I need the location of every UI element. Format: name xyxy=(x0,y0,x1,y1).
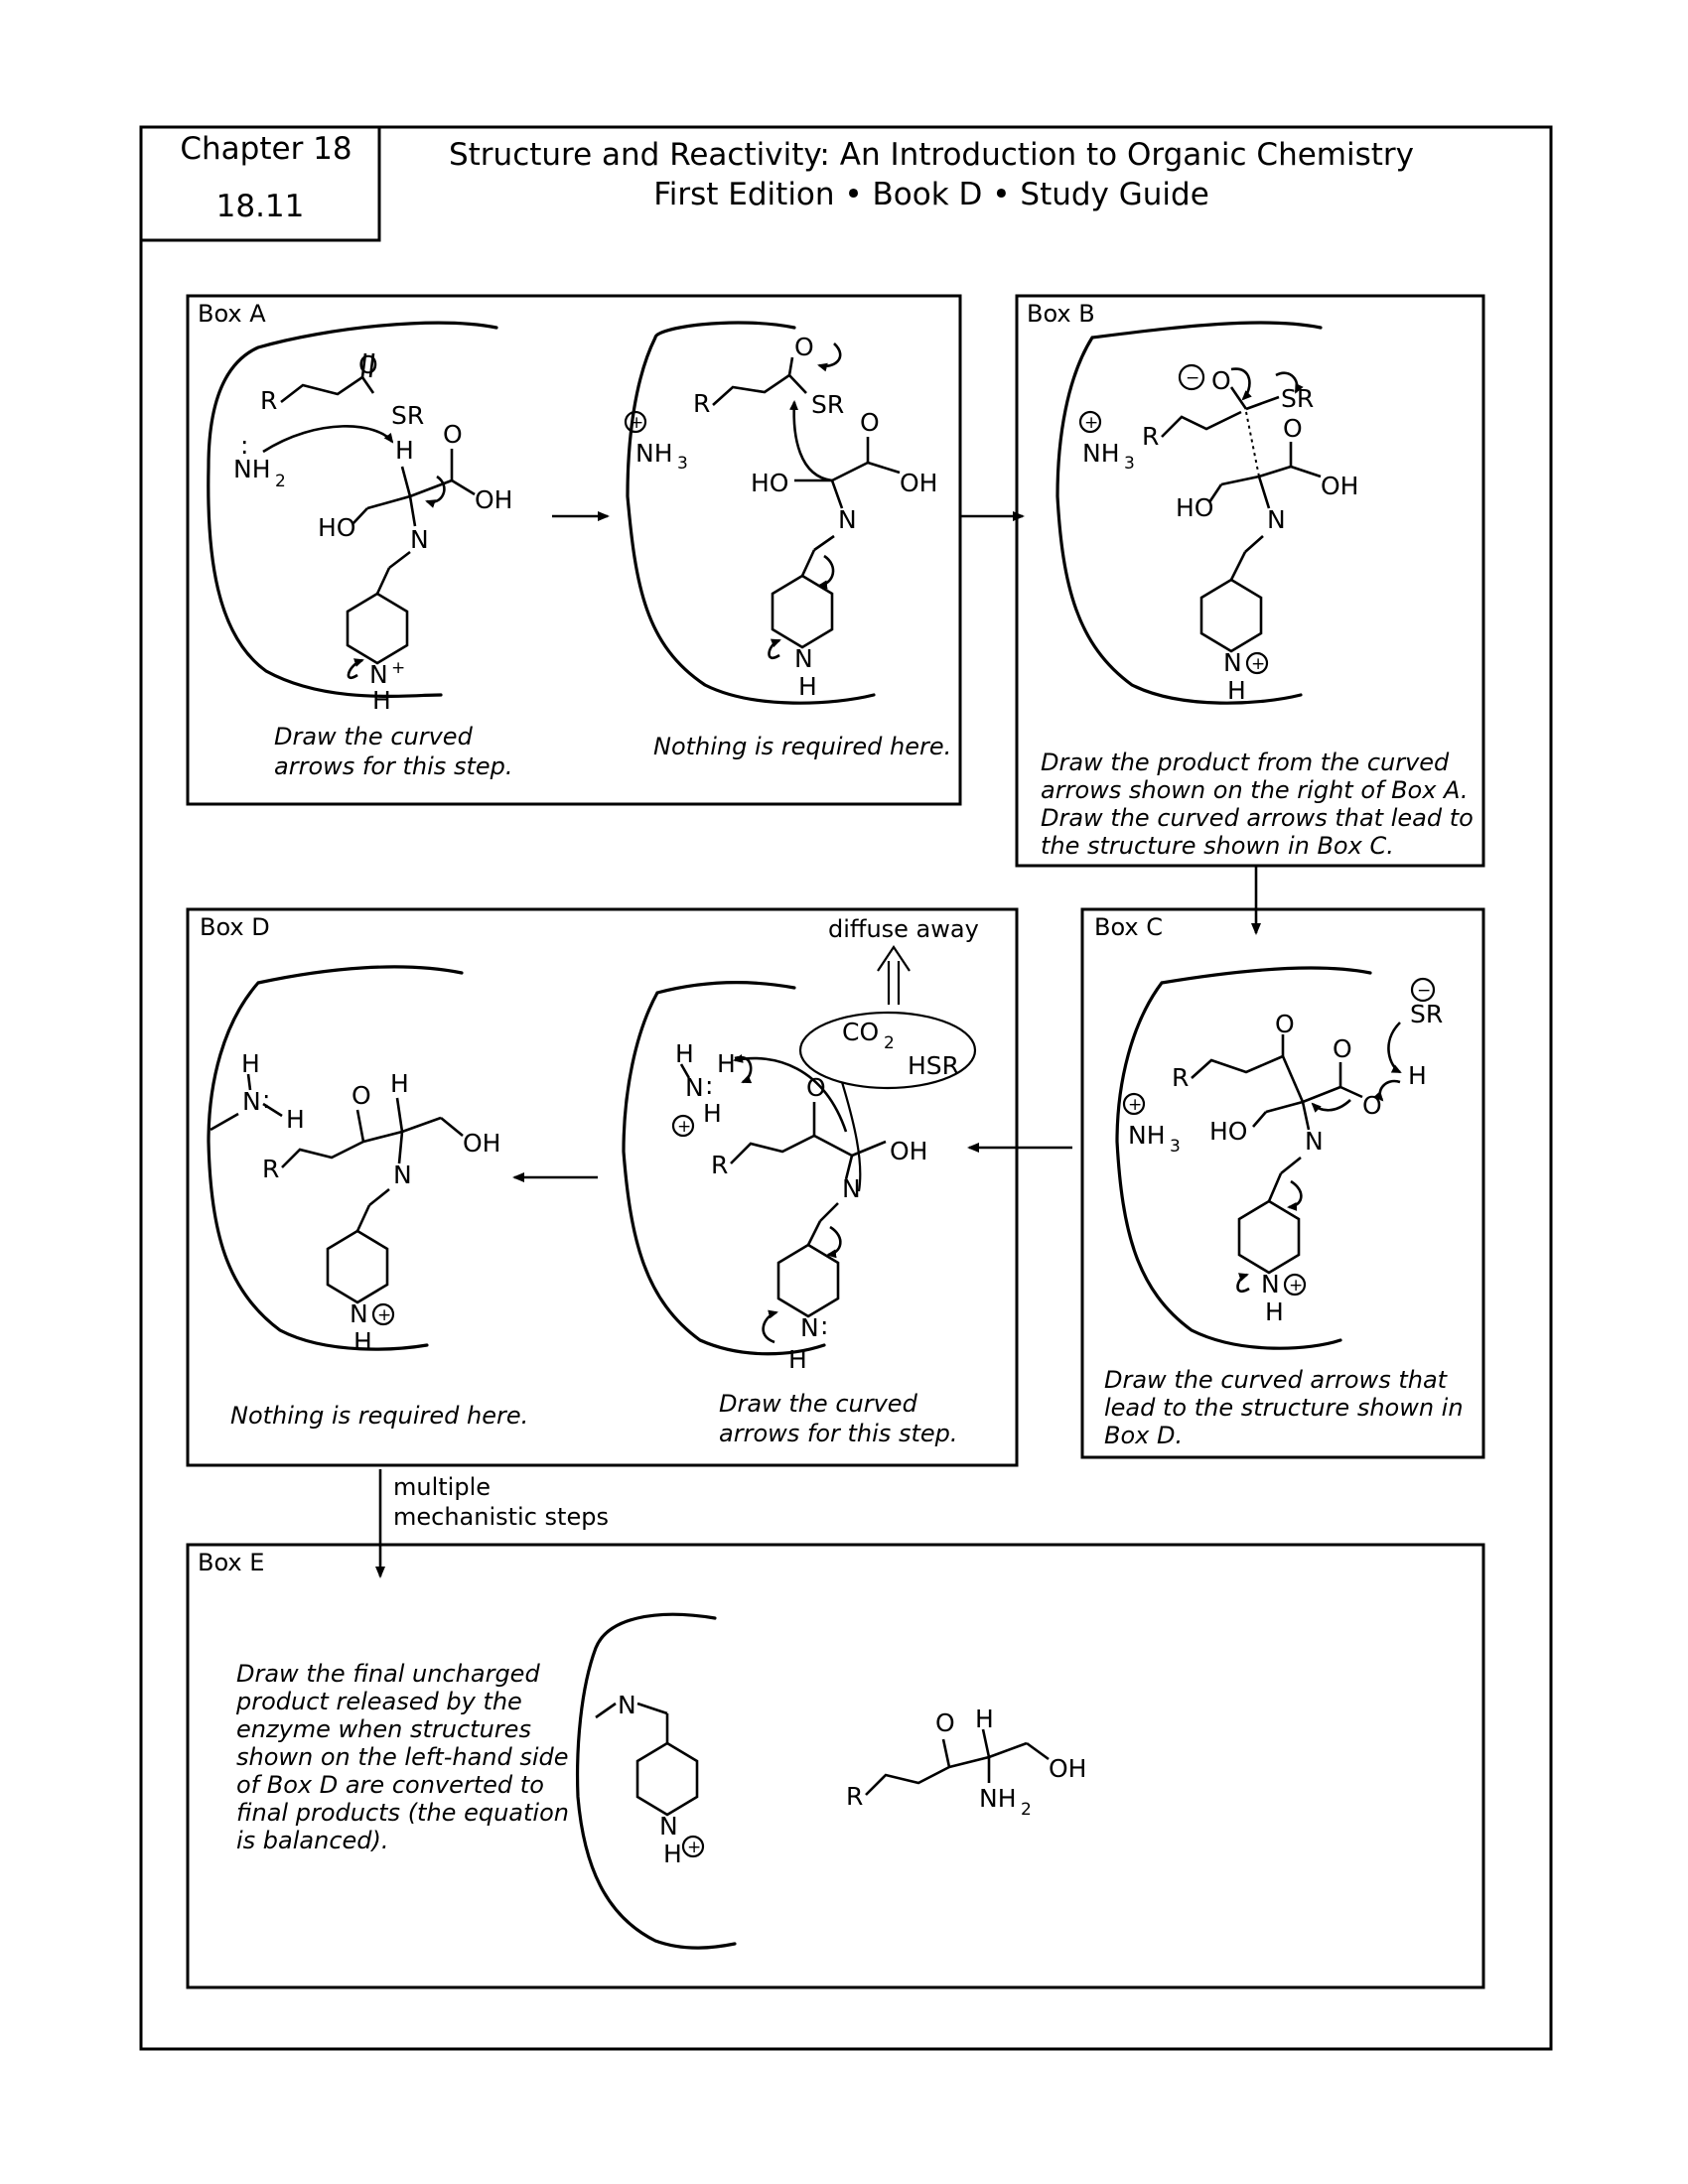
svg-text:N: N xyxy=(410,525,429,554)
svg-text:R: R xyxy=(711,1151,729,1179)
svg-text:N: N xyxy=(350,1299,368,1328)
svg-text:+: + xyxy=(630,413,644,433)
box-d-diffuse-label: diffuse away xyxy=(828,915,979,943)
box-e-caption-6: final products (the equation xyxy=(236,1799,569,1827)
box-b-caption-3: Draw the curved arrows that lead to xyxy=(1041,804,1474,832)
svg-text:O: O xyxy=(935,1708,955,1737)
svg-text:SR: SR xyxy=(811,390,845,419)
svg-text:N: N xyxy=(685,1073,704,1102)
box-e-caption-7: is balanced). xyxy=(236,1827,389,1854)
svg-text:O: O xyxy=(443,420,463,449)
svg-text:SR: SR xyxy=(1281,384,1315,413)
box-c-caption-3: Box D. xyxy=(1104,1422,1184,1449)
svg-text:O: O xyxy=(806,1073,826,1102)
svg-text:O: O xyxy=(1333,1034,1352,1063)
svg-text:O: O xyxy=(1283,414,1303,443)
svg-text:H: H xyxy=(1227,676,1246,705)
box-a-left-caption-1: Draw the curved xyxy=(274,723,473,751)
svg-text:H: H xyxy=(975,1705,994,1733)
svg-text:R: R xyxy=(262,1155,280,1183)
svg-text:H: H xyxy=(241,1049,260,1078)
box-b-caption-4: the structure shown in Box C. xyxy=(1041,832,1394,860)
svg-text:NH: NH xyxy=(1128,1121,1166,1150)
svg-text:R: R xyxy=(260,386,278,415)
svg-text:N: N xyxy=(369,660,388,689)
svg-text:HO: HO xyxy=(751,469,789,497)
guide-subtitle: First Edition • Book D • Study Guide xyxy=(653,177,1209,212)
svg-text:H: H xyxy=(395,436,414,465)
svg-text:O: O xyxy=(1211,366,1231,395)
svg-text:O: O xyxy=(1275,1010,1295,1038)
svg-text:HO: HO xyxy=(1209,1117,1248,1146)
svg-text:N: N xyxy=(659,1812,678,1841)
box-b-structure xyxy=(1057,323,1358,705)
svg-text:N: N xyxy=(794,644,813,673)
svg-text:+: + xyxy=(377,1305,392,1325)
svg-text:2: 2 xyxy=(275,472,286,491)
svg-text:O: O xyxy=(1362,1091,1382,1120)
box-d-right-structure xyxy=(624,983,927,1374)
svg-text:2: 2 xyxy=(1021,1800,1032,1820)
svg-text:H: H xyxy=(353,1327,372,1356)
box-c-caption-1: Draw the curved arrows that xyxy=(1104,1366,1448,1394)
svg-text:R: R xyxy=(846,1782,864,1811)
svg-text:NH: NH xyxy=(979,1784,1017,1813)
svg-text:OH: OH xyxy=(475,485,513,514)
svg-text:O: O xyxy=(358,350,378,379)
svg-text:H: H xyxy=(663,1840,682,1868)
svg-text:OH: OH xyxy=(463,1129,501,1158)
box-c-structure xyxy=(1117,968,1443,1348)
svg-text:H: H xyxy=(1265,1297,1284,1326)
svg-text:O: O xyxy=(352,1081,371,1110)
svg-text:H: H xyxy=(675,1039,694,1068)
svg-text:OH: OH xyxy=(1049,1754,1087,1783)
svg-text:O: O xyxy=(860,408,880,437)
svg-text:H: H xyxy=(390,1069,409,1098)
svg-text:3: 3 xyxy=(677,454,688,474)
svg-text:N: N xyxy=(800,1313,819,1342)
byproduct-co2-sub: 2 xyxy=(884,1033,895,1053)
transition-label-2: mechanistic steps xyxy=(393,1503,609,1531)
svg-text:N: N xyxy=(838,505,857,534)
guide-title: Structure and Reactivity: An Introduction to Organic Chemistry xyxy=(448,137,1415,173)
svg-text:N: N xyxy=(393,1160,412,1189)
svg-text:3: 3 xyxy=(1170,1137,1181,1157)
box-e-caption-4: shown on the left-hand side xyxy=(236,1743,569,1771)
svg-text:NH: NH xyxy=(233,455,271,483)
svg-text:OH: OH xyxy=(890,1137,928,1165)
svg-text:H: H xyxy=(788,1345,807,1374)
box-d-left-caption: Nothing is required here. xyxy=(230,1402,529,1430)
svg-text::: : xyxy=(262,1085,271,1114)
svg-text:+: + xyxy=(1128,1095,1143,1115)
box-b-caption-1: Draw the product from the curved xyxy=(1041,749,1450,776)
svg-text:NH: NH xyxy=(635,439,673,468)
svg-text:+: + xyxy=(391,658,406,678)
box-e-caption-5: of Box D are converted to xyxy=(236,1771,544,1799)
svg-text:R: R xyxy=(1172,1063,1190,1092)
box-b-caption-2: arrows shown on the right of Box A. xyxy=(1041,776,1469,804)
box-e-product-structure xyxy=(846,1705,1086,1820)
svg-text:−: − xyxy=(1186,368,1200,388)
svg-text:R: R xyxy=(1142,422,1160,451)
svg-text:3: 3 xyxy=(1124,454,1135,474)
box-c-caption-2: lead to the structure shown in xyxy=(1104,1394,1464,1422)
byproduct-co2: CO xyxy=(842,1018,880,1046)
transition-label-1: multiple xyxy=(393,1473,492,1501)
svg-text:SR: SR xyxy=(391,401,425,430)
svg-text:H: H xyxy=(703,1099,722,1128)
svg-text::: : xyxy=(705,1071,714,1100)
svg-text:OH: OH xyxy=(900,469,938,497)
svg-text:N: N xyxy=(242,1087,261,1116)
box-d-left-structure xyxy=(209,967,500,1356)
svg-text:+: + xyxy=(677,1117,692,1137)
svg-text:O: O xyxy=(794,333,814,361)
box-d xyxy=(188,909,1017,1465)
svg-text:N: N xyxy=(1267,505,1286,534)
box-a-right-caption: Nothing is required here. xyxy=(653,733,952,760)
svg-text:N: N xyxy=(1223,648,1242,677)
svg-text::: : xyxy=(820,1311,829,1340)
svg-text:H: H xyxy=(1408,1061,1427,1090)
box-a-right-structure xyxy=(626,323,937,703)
box-a-label: Box A xyxy=(198,300,266,328)
box-e-label: Box E xyxy=(198,1549,265,1576)
box-a-left-structure xyxy=(209,323,513,715)
svg-text:+: + xyxy=(1289,1276,1304,1296)
box-a-left-caption-2: arrows for this step. xyxy=(274,752,513,780)
svg-text:NH: NH xyxy=(1082,439,1120,468)
chapter-label: Chapter 18 xyxy=(180,131,352,167)
svg-text:+: + xyxy=(687,1838,702,1857)
svg-text:H: H xyxy=(286,1105,305,1134)
svg-text:N: N xyxy=(1305,1127,1324,1156)
svg-text:SR: SR xyxy=(1410,1000,1444,1028)
svg-text:N: N xyxy=(842,1174,861,1203)
svg-text:−: − xyxy=(1417,981,1432,1001)
box-c-label: Box C xyxy=(1094,913,1163,941)
box-e-caption-1: Draw the final uncharged xyxy=(236,1660,540,1688)
byproduct-hsr: HSR xyxy=(908,1051,960,1080)
svg-text:R: R xyxy=(693,389,711,418)
box-e-caption-2: product released by the xyxy=(236,1688,522,1715)
box-d-right-caption-1: Draw the curved xyxy=(719,1390,917,1418)
svg-text:H: H xyxy=(717,1049,736,1078)
svg-text:H: H xyxy=(372,686,391,715)
svg-text:H: H xyxy=(798,672,817,701)
box-e-enzyme-structure xyxy=(578,1614,735,1948)
box-e-caption-3: enzyme when structures xyxy=(236,1715,531,1743)
svg-text:N: N xyxy=(1261,1270,1280,1298)
svg-text:HO: HO xyxy=(1176,493,1214,522)
svg-text:HO: HO xyxy=(318,513,356,542)
svg-text:OH: OH xyxy=(1321,472,1359,500)
problem-number: 18.11 xyxy=(215,189,305,224)
svg-text::: : xyxy=(240,431,249,460)
box-d-right-caption-2: arrows for this step. xyxy=(719,1420,958,1447)
svg-text:+: + xyxy=(1251,654,1266,674)
box-b-label: Box B xyxy=(1027,300,1095,328)
svg-text:N: N xyxy=(618,1691,636,1719)
box-d-label: Box D xyxy=(200,913,270,941)
svg-text:+: + xyxy=(1084,413,1099,433)
diffuse-away-arrow xyxy=(878,947,910,1005)
